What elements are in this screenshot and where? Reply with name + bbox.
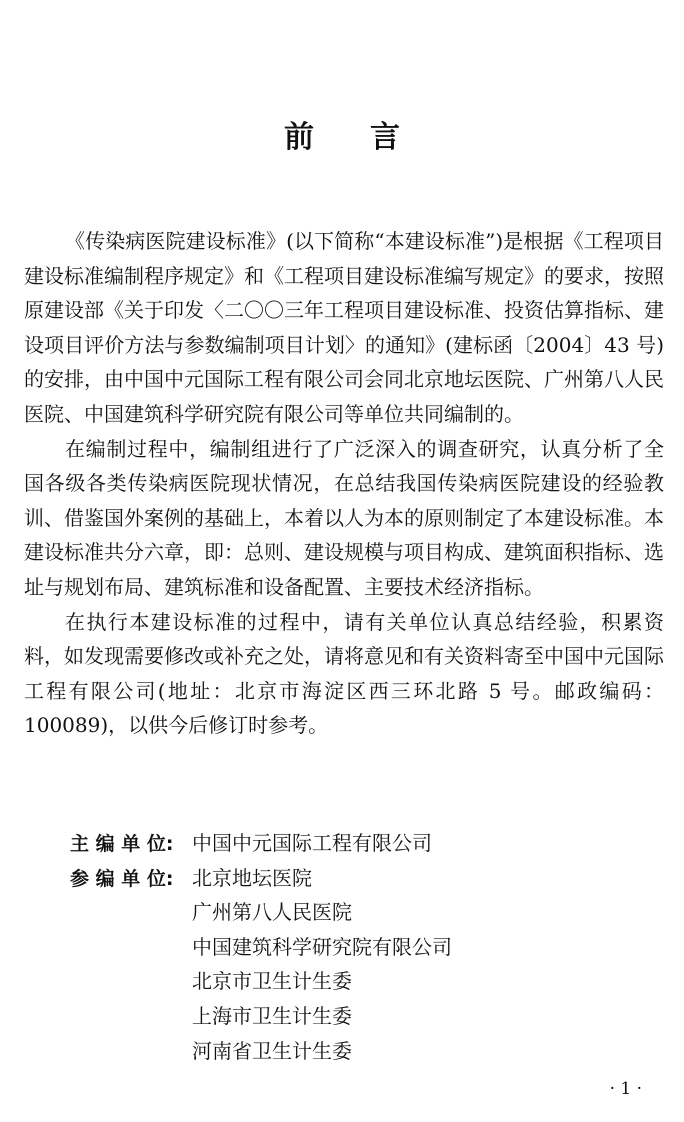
participating-unit-row — [70, 895, 660, 930]
title-part-1: 前 — [284, 120, 314, 155]
participating-unit-row — [70, 964, 660, 999]
participating-unit-value: 河南省卫生计生委 — [192, 1038, 352, 1063]
chief-unit-row — [70, 826, 660, 861]
participating-unit-value: 北京地坛医院 — [192, 865, 312, 890]
participating-unit-row — [70, 999, 660, 1034]
chief-unit-value: 中国中元国际工程有限公司 — [192, 831, 432, 855]
participating-unit-row — [70, 930, 660, 965]
compiling-units — [70, 826, 660, 1068]
participating-unit-row — [70, 1034, 660, 1069]
title-part-2: 言 — [370, 120, 400, 155]
participating-unit-value: 广州第八人民医院 — [192, 900, 352, 925]
paragraph-3: 在执行本建设标准的过程中，请有关单位认真总结经验，积累资料，如发现需要修改或补充之处，请将意见和有关资料寄至中国中元国际工程有限公司(地址：北京市海淀区西三环北路 5 号。邮政编码：100089)，以供今后修订时参考。 — [24, 609, 664, 738]
page-title — [0, 118, 684, 158]
participating-unit-row — [70, 861, 660, 896]
page-number: · 1 · — [609, 1079, 642, 1099]
participating-unit-value: 上海市卫生计生委 — [192, 1003, 352, 1028]
participating-unit-value: 中国建筑科学研究院有限公司 — [192, 934, 452, 959]
paragraph-1: 《传染病医院建设标准》(以下简称“本建设标准”)是根据《工程项目建设标准编制程序规定》和《工程项目建设标准编写规定》的要求，按照原建设部《关于印发〈二〇〇三年工程项目建设标准、投资估算指标、建设项目评价方法与参数编制项目计划〉的通知》(建标函〔2004〕43 号)的安排，由中国中元国际工程有限公司会同北京地坛医院、广州第八人民医院、中国建筑科学研究院有限公司等单位共同编制的。 — [24, 229, 664, 426]
participating-unit-value: 北京市卫生计生委 — [192, 969, 352, 994]
participating-unit-label: 参 编 单 位: — [70, 867, 174, 890]
paragraph-2: 在编制过程中，编制组进行了广泛深入的调查研究，认真分析了全国各级各类传染病医院现状情况，在总结我国传染病医院建设的经验教训、借鉴国外案例的基础上，本着以人为本的原则制定了本建设标准。本建设标准共分六章，即：总则、建设规模与项目构成、建筑面积指标、选址与规划布局、建筑标准和设备配置、主要技术经济指标。 — [24, 436, 664, 599]
chief-unit-label: 主 编 单 位: — [70, 833, 174, 855]
body-text — [24, 224, 664, 743]
